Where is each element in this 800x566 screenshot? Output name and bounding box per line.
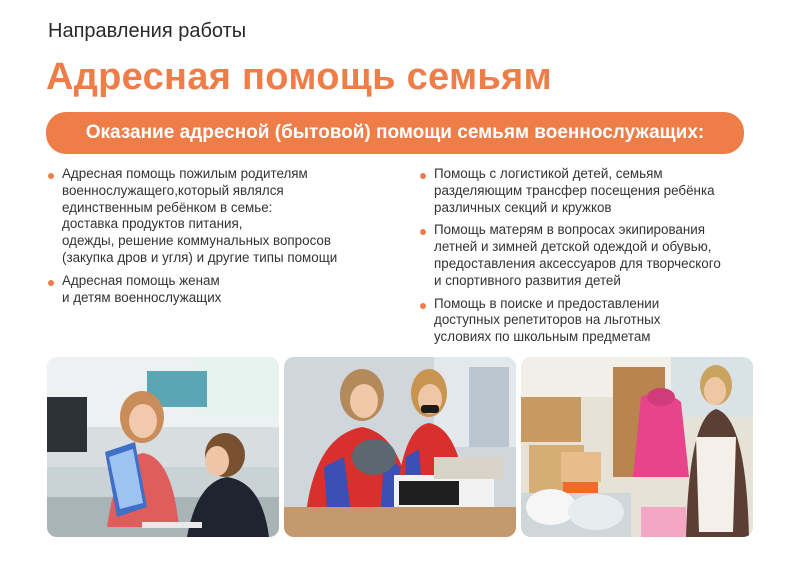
photo-volunteers: [284, 357, 516, 537]
list-item-text: Адресная помощь женам и детям военнослужащих: [62, 272, 222, 305]
subtitle-banner: [46, 112, 744, 154]
section-label: Направления работы: [48, 20, 247, 42]
bullet-icon: [420, 229, 426, 235]
page-title: Адресная помощь семьям: [46, 56, 552, 98]
banner-text: Оказание адресной (бытовой) помощи семьям военнослужащих:: [85, 122, 705, 143]
list-item: [48, 273, 388, 307]
photo-clothing-aid: [521, 357, 753, 537]
bullet-icon: [420, 303, 426, 309]
bullet-icon: [48, 173, 54, 179]
list-item-text: Помощь в поиске и предоставлении доступных репетиторов на льготных условиях по школьным предметам: [434, 295, 661, 345]
list-item-text: Помощь матерям в вопросах экипирования летней и зимней детской одеждой и обувью, предоставления аксессуаров для творческого и спортивного развития детей: [434, 222, 721, 288]
left-list: [48, 166, 388, 312]
list-item: [420, 166, 750, 216]
right-list: [420, 166, 750, 352]
bullet-icon: [48, 280, 54, 286]
list-item: [48, 166, 388, 267]
list-item-text: Помощь с логистикой детей, семьям разделяющим трансфер посещения ребёнка различных секций и кружков: [434, 166, 715, 215]
bullet-icon: [420, 173, 426, 179]
photo-tutoring: [47, 357, 279, 537]
list-item: [420, 222, 750, 289]
list-item-text: Адресная помощь пожилым родителям военнослужащего,который являлся единственным ребёнком в семье: доставка продуктов питания, одежды, решение коммунальных вопросов (закупка дров и угля) и другие типы помощи: [62, 166, 338, 265]
list-item: [420, 296, 750, 346]
